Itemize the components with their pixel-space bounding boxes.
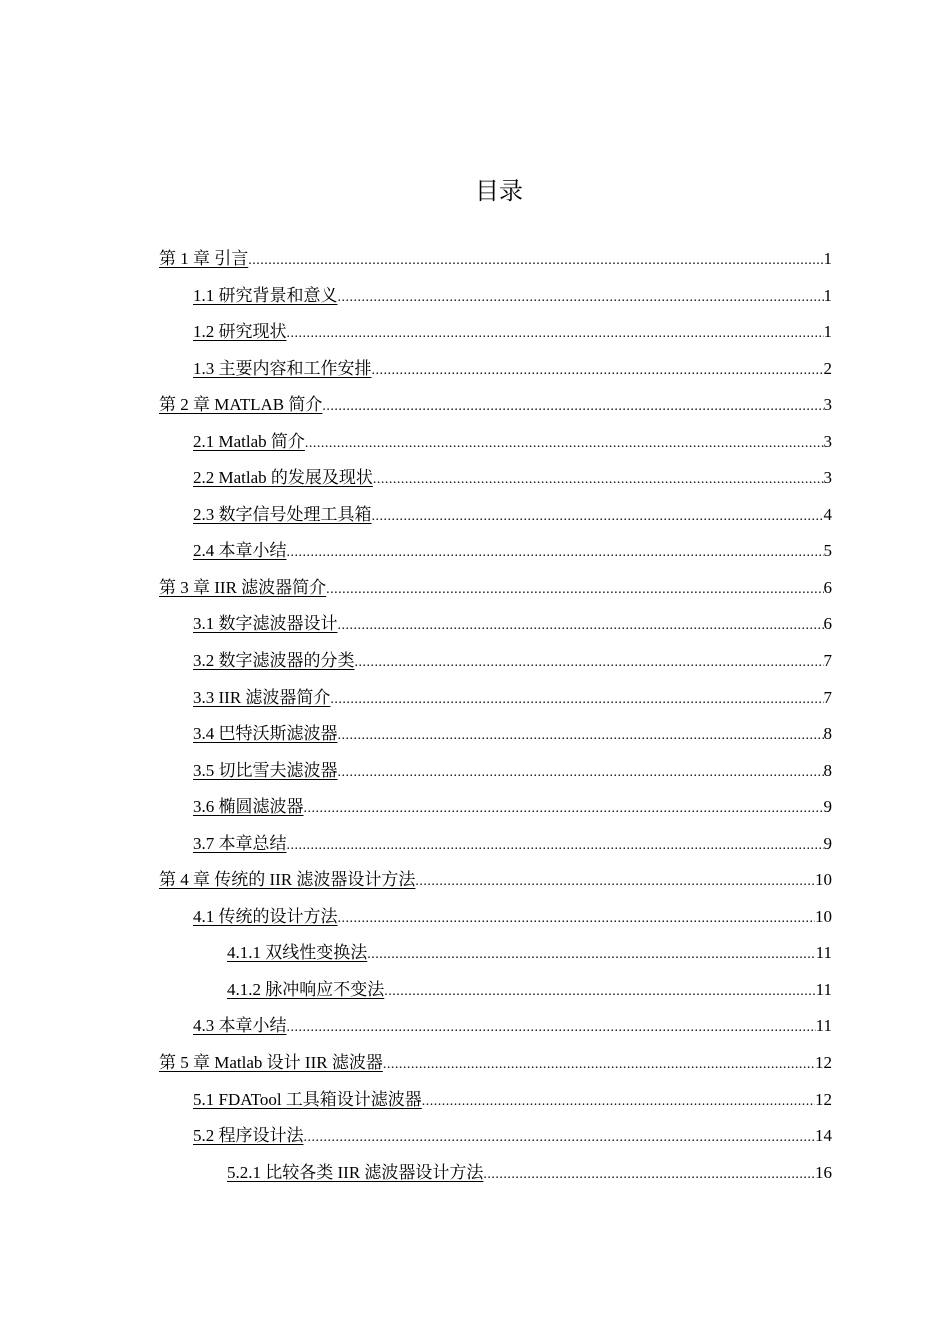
toc-entry[interactable] [159,1008,832,1045]
toc-entry-page-number: 8 [823,760,832,780]
toc-entry[interactable] [159,606,832,643]
toc-dot-leader [373,462,824,498]
toc-entry[interactable] [159,351,832,388]
toc-entry[interactable] [159,278,832,315]
toc-dot-leader [422,1084,815,1120]
toc-entry[interactable] [159,1082,832,1119]
toc-dot-leader [338,755,824,791]
toc-entry-page-number: 6 [823,614,832,634]
toc-entry-label[interactable]: 4.1 传统的设计方法 [193,906,338,926]
toc-entry[interactable] [159,862,832,899]
toc-entry-label[interactable]: 3.5 切比雪夫滤波器 [193,760,338,780]
toc-entry-page-number: 16 [815,1162,832,1182]
toc-entry-label[interactable]: 第 3 章 IIR 滤波器简介 [159,577,327,597]
toc-entry-label[interactable]: 3.3 IIR 滤波器简介 [193,687,331,707]
toc-dot-leader [338,901,816,937]
toc-entry-page-number: 7 [823,687,832,707]
toc-entry[interactable] [159,789,832,826]
toc-dot-leader [287,828,824,864]
toc-dot-leader [338,608,824,644]
toc-entry-page-number: 1 [823,322,832,342]
toc-entry-label[interactable]: 5.2 程序设计法 [193,1126,304,1146]
toc-entry-label[interactable]: 2.4 本章小结 [193,541,287,561]
toc-entry-label[interactable]: 4.1.1 双线性变换法 [227,943,368,963]
toc-dot-leader [415,864,815,900]
toc-dot-leader [248,243,823,279]
toc-dot-leader [483,1157,815,1193]
toc-dot-leader [287,535,824,571]
toc-entry[interactable] [159,570,832,607]
toc-entry-page-number: 4 [823,504,832,524]
toc-entry-label[interactable]: 2.3 数字信号处理工具箱 [193,504,372,524]
toc-dot-leader [384,974,815,1010]
toc-entry-label[interactable]: 3.6 椭圆滤波器 [193,797,304,817]
toc-dot-leader [330,682,823,718]
toc-entry-page-number: 9 [823,833,832,853]
toc-entry[interactable] [159,460,832,497]
toc-entry[interactable] [159,643,832,680]
toc-dot-leader [372,353,824,389]
toc-entry-page-number: 11 [815,943,832,963]
toc-entry-label[interactable]: 第 4 章 传统的 IIR 滤波器设计方法 [159,870,416,890]
toc-entry-page-number: 11 [815,979,832,999]
toc-entry-label[interactable]: 2.1 Matlab 简介 [193,431,305,451]
toc-entry-label[interactable]: 5.2.1 比较各类 IIR 滤波器设计方法 [227,1162,484,1182]
toc-entry-page-number: 6 [823,577,832,597]
toc-entry-page-number: 3 [823,431,832,451]
toc-entry[interactable] [159,899,832,936]
toc-entry-label[interactable]: 4.3 本章小结 [193,1016,287,1036]
toc-entry[interactable] [159,1155,832,1192]
toc-entry-label[interactable]: 5.1 FDATool 工具箱设计滤波器 [193,1089,422,1109]
toc-entry-page-number: 10 [815,906,832,926]
toc-entry[interactable] [159,241,832,278]
toc-entry[interactable] [159,826,832,863]
toc-entry-page-number: 11 [815,1016,832,1036]
toc-entry-page-number: 3 [823,468,832,488]
toc-entry-label[interactable]: 2.2 Matlab 的发展及现状 [193,468,373,488]
toc-entry-label[interactable]: 第 1 章 引言 [159,249,249,268]
toc-dot-leader [322,389,823,425]
toc-entry-label[interactable]: 3.7 本章总结 [193,833,287,853]
toc-dot-leader [355,645,824,681]
toc-dot-leader [305,426,824,462]
toc-entry[interactable] [159,533,832,570]
page-title: 目录 [475,177,523,205]
toc-entry-page-number: 8 [823,724,832,744]
toc-entry[interactable] [159,1045,832,1082]
toc-entry[interactable] [159,680,832,717]
toc-entry[interactable] [159,314,832,351]
toc-entry[interactable] [159,424,832,461]
toc-entry-page-number: 7 [823,651,832,671]
toc-entry-page-number: 14 [815,1126,832,1146]
toc-entry-page-number: 5 [823,541,832,561]
toc-entry-label[interactable]: 第 5 章 Matlab 设计 IIR 滤波器 [159,1053,383,1073]
toc-entry-label[interactable]: 3.2 数字滤波器的分类 [193,651,355,671]
toc-entry[interactable] [159,972,832,1009]
toc-entry-label[interactable]: 4.1.2 脉冲响应不变法 [227,979,385,999]
toc-dot-leader [338,280,824,316]
toc-entry-label[interactable]: 1.1 研究背景和意义 [193,285,338,305]
toc-entry[interactable] [159,753,832,790]
table-of-contents [159,241,832,1191]
toc-entry-page-number: 2 [823,358,832,378]
toc-entry-page-number: 10 [815,870,832,890]
toc-dot-leader [287,316,824,352]
toc-entry-label[interactable]: 第 2 章 MATLAB 简介 [159,395,323,415]
toc-dot-leader [338,718,824,754]
toc-dot-leader [367,937,815,973]
toc-dot-leader [287,1010,816,1046]
toc-dot-leader [326,572,823,608]
toc-entry-page-number: 3 [823,395,832,415]
toc-dot-leader [383,1047,815,1083]
toc-entry[interactable] [159,387,832,424]
toc-entry-label[interactable]: 3.1 数字滤波器设计 [193,614,338,634]
toc-entry-page-number: 1 [823,285,832,305]
toc-entry-page-number: 12 [815,1053,832,1073]
toc-dot-leader [304,791,824,827]
toc-entry[interactable] [159,497,832,534]
toc-entry[interactable] [159,935,832,972]
toc-dot-leader [304,1120,816,1156]
toc-entry-label[interactable]: 1.3 主要内容和工作安排 [193,358,372,378]
toc-entry-page-number: 12 [815,1089,832,1109]
toc-entry-label[interactable]: 3.4 巴特沃斯滤波器 [193,724,338,744]
toc-entry[interactable] [159,1118,832,1155]
toc-entry-label[interactable]: 1.2 研究现状 [193,322,287,342]
toc-entry[interactable] [159,716,832,753]
toc-entry-page-number: 9 [823,797,832,817]
toc-dot-leader [372,499,824,535]
toc-entry-page-number: 1 [823,249,832,268]
